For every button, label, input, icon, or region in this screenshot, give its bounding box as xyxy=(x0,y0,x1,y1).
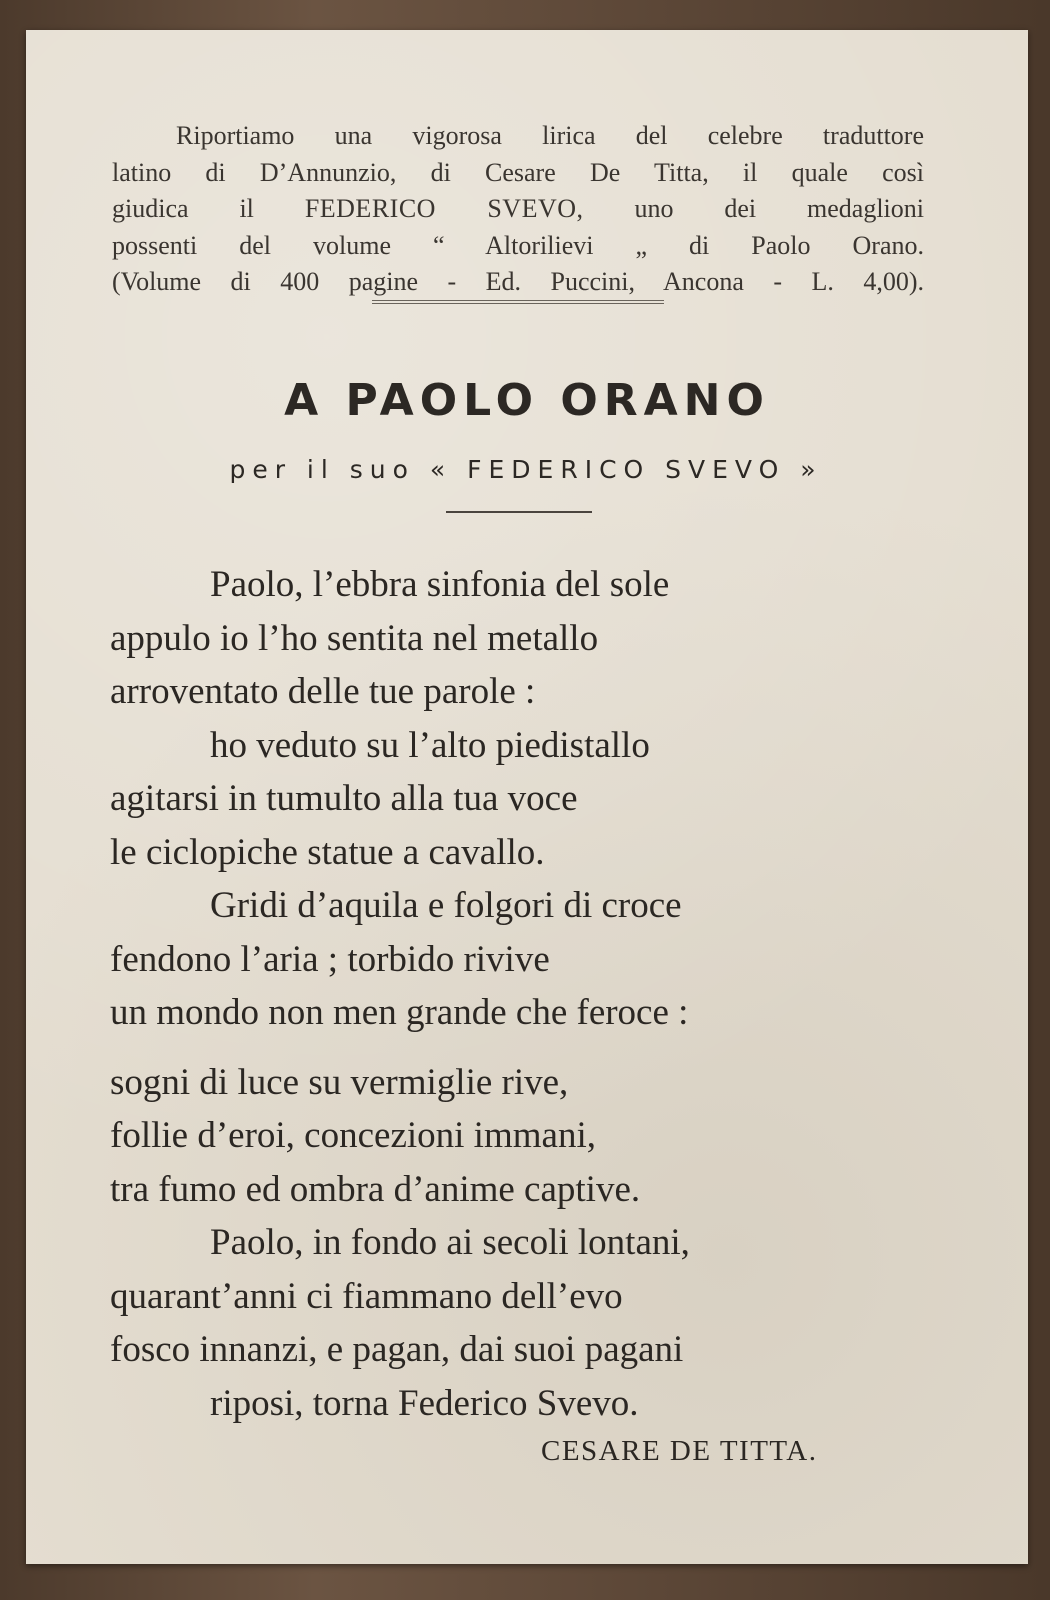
intro-line-part: uno dei medaglioni xyxy=(634,194,924,223)
intro-line: possenti del volume “ Altorilievi „ di Paolo Orano. xyxy=(112,230,924,260)
intro-line: (Volume di 400 pagine - Ed. Puccini, Ancona - L. 4,00). xyxy=(112,267,924,296)
poem-line: tra fumo ed ombra d’anime captive. xyxy=(110,1168,641,1210)
poem-line: appulo io l’ho sentita nel metallo xyxy=(110,617,599,659)
poem-line: follie d’eroi, concezioni immani, xyxy=(110,1115,596,1156)
poem-line: agitarsi in tumulto alla tua voce xyxy=(110,778,578,819)
postcard xyxy=(26,30,1028,1564)
poem-line: fendono l’aria ; torbido rivive xyxy=(110,938,550,980)
intro-line xyxy=(112,191,924,228)
title-divider xyxy=(446,511,592,513)
poem-line: ho veduto su l’alto piedistallo xyxy=(210,724,650,766)
intro-book-title: FEDERICO SVEVO, xyxy=(304,194,584,223)
poem-title: A PAOLO ORANO xyxy=(284,375,770,426)
intro-line: Riportiamo una vigorosa lirica del celebre traduttore xyxy=(176,121,924,150)
double-divider xyxy=(372,300,664,304)
poem-line: sogni di luce su vermiglie rive, xyxy=(110,1061,569,1103)
poem-line: fosco innanzi, e pagan, dai suoi pagani xyxy=(110,1329,684,1370)
intro-paragraph xyxy=(112,118,924,301)
poem-line: arroventato delle tue parole : xyxy=(110,671,536,712)
poem-line: riposi, torna Federico Svevo. xyxy=(210,1382,639,1424)
poem-line: Paolo, l’ebbra sinfonia del sole xyxy=(210,564,670,605)
poem-line: Gridi d’aquila e folgori di croce xyxy=(210,885,682,926)
poem-line: quarant’anni ci fiammano dell’evo xyxy=(110,1275,623,1317)
author-signature: CESARE DE TITTA. xyxy=(541,1435,818,1467)
poem-line: Paolo, in fondo ai secoli lontani, xyxy=(210,1222,690,1263)
poem-subtitle: per il suo « FEDERICO SVEVO » xyxy=(229,455,823,484)
poem-line: un mondo non men grande che feroce : xyxy=(110,992,689,1033)
intro-line: latino di D’Annunzio, di Cesare De Titta, il quale così xyxy=(112,157,924,187)
poem-body xyxy=(110,558,950,1430)
intro-line-part: giudica il xyxy=(112,194,254,223)
poem-line: le ciclopiche statue a cavallo. xyxy=(110,831,545,873)
